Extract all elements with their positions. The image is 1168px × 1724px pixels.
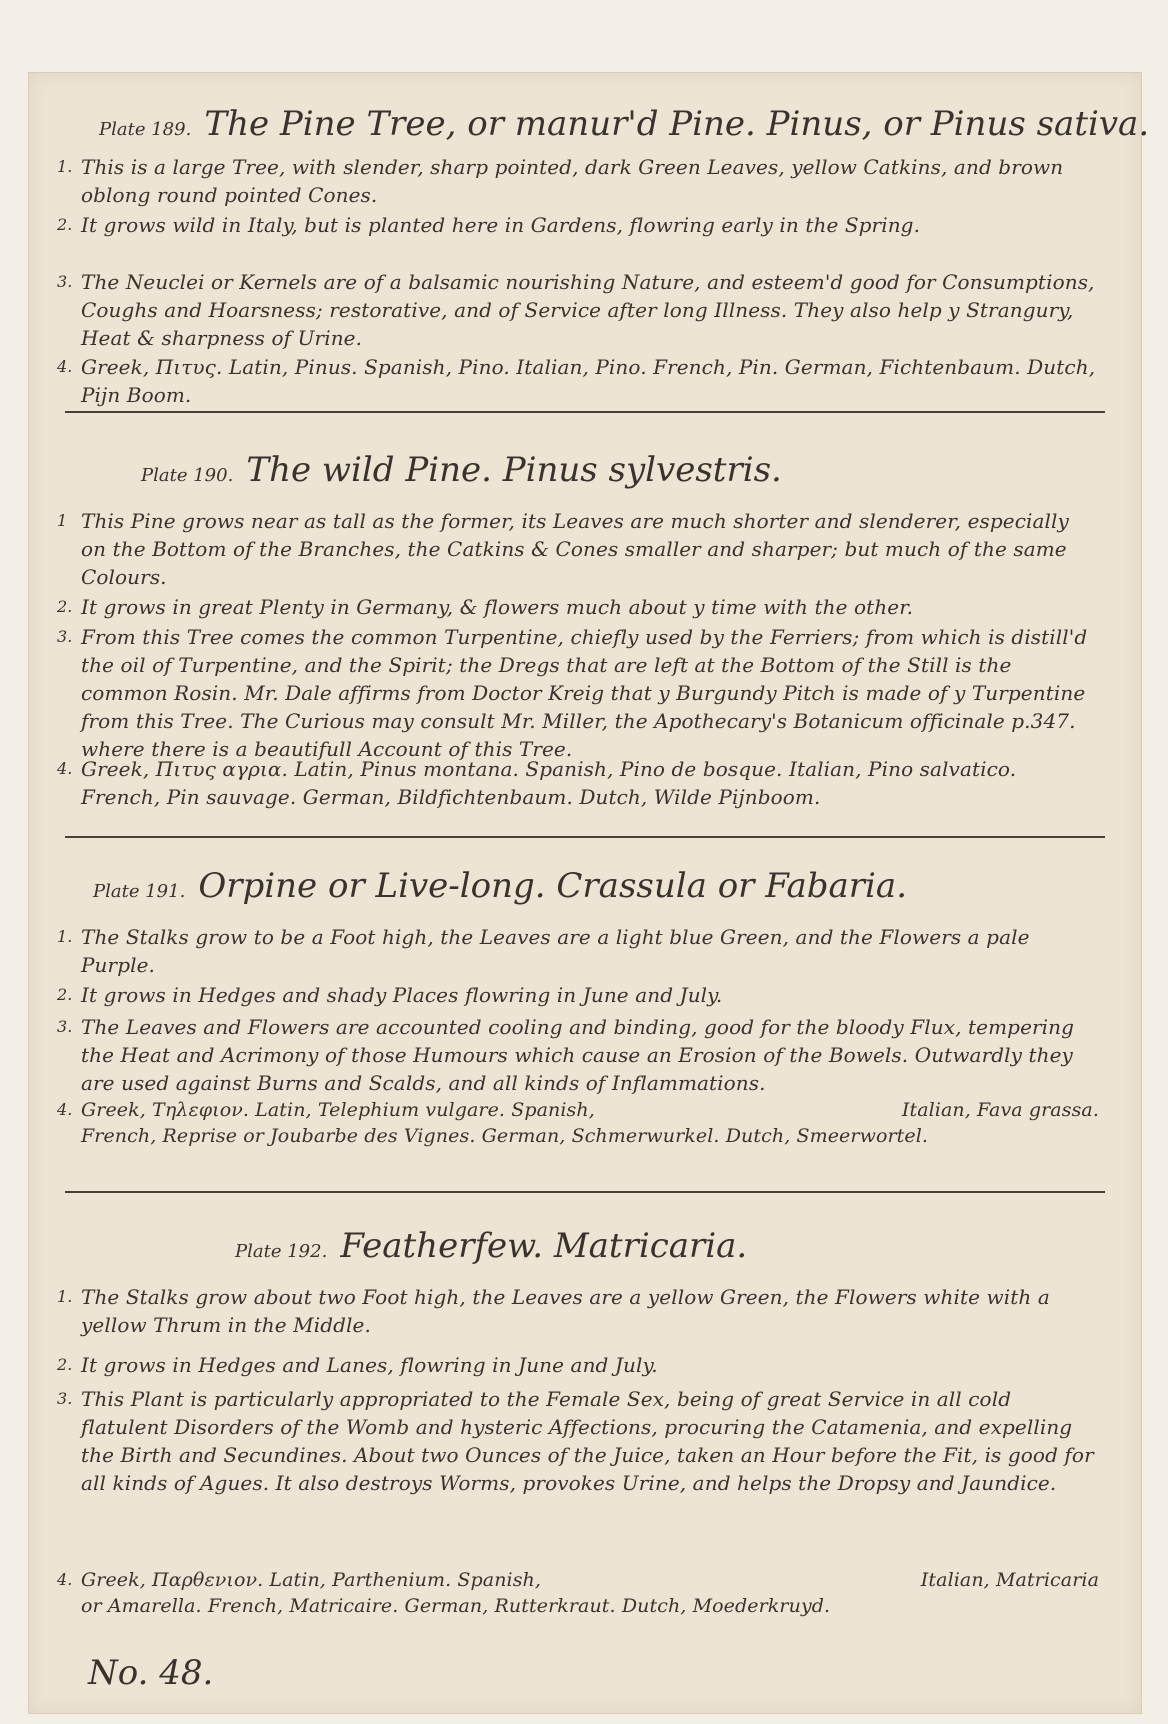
plate-191-item-3 — [57, 1013, 1099, 1097]
page-number: No. 48. — [88, 1653, 214, 1693]
item-number: 1. — [57, 1287, 73, 1306]
item-number: 4. — [57, 357, 73, 376]
item-number: 1 — [57, 511, 68, 530]
plate-192-item-3 — [57, 1385, 1099, 1497]
plate-192-heading — [235, 1226, 748, 1266]
plate-title: Orpine or Live-long. Crassula or Fabaria. — [198, 866, 908, 906]
item-number: 2. — [57, 597, 73, 616]
item-text: The Stalks grow to be a Foot high, the Leaves are a light blue Green, and the Flowers a pale Purple. — [81, 925, 1030, 977]
item-text: This Plant is particularly appropriated to the Female Sex, being of great Service in all cold flatulent Disorders of the Womb and hysteric Affections, procuring the Catamenia, and expelling the Birth and Secundines. About two Ounces of the Juice, taken an Hour before the Fit, is good for all kinds of Agues. It also destroys Worms, provokes Urine, and helps the Dropsy and Jaundice. — [81, 1387, 1094, 1495]
item-text: The Leaves and Flowers are accounted cooling and binding, good for the bloody Flux, tempering the Heat and Acrimony of those Humours which cause an Erosion of the Bowels. Outwardly they are used against Burns and Scalds, and all kinds of Inflammations. — [81, 1015, 1075, 1095]
plate-189-item-4 — [57, 353, 1099, 409]
plate-label: Plate 190. — [141, 465, 234, 486]
plate-title: The Pine Tree, or manur'd Pine. Pinus, or Pinus sativa. — [204, 104, 1150, 144]
item-number: 3. — [57, 272, 73, 291]
plate-191-item-1 — [57, 923, 1099, 979]
item-text: The Neuclei or Kernels are of a balsamic nourishing Nature, and esteem'd good for Consumptions, Coughs and Hoarsness; restorative, and of Service after long Illness. They also help y Strangury, Heat & sharpness of Urine. — [81, 270, 1095, 350]
item-number: 3. — [57, 1017, 73, 1036]
plate-label: Plate 192. — [235, 1241, 328, 1262]
plate-190-item-2 — [57, 593, 1099, 621]
engraved-page — [28, 72, 1150, 1714]
plate-192-item-1 — [57, 1283, 1099, 1339]
item-number: 2. — [57, 1355, 73, 1374]
plate-label: Plate 191. — [93, 881, 186, 902]
item-number: 4. — [57, 759, 73, 778]
item-text: This is a large Tree, with slender, sharp pointed, dark Green Leaves, yellow Catkins, and brown oblong round pointed Cones. — [81, 155, 1064, 207]
plate-192-item-4 — [57, 1567, 1099, 1619]
language-left: Greek, Παρθενιον. Latin, Parthenium. Spanish, — [81, 1569, 542, 1591]
language-row — [81, 1567, 1099, 1593]
plate-label: Plate 189. — [99, 119, 192, 140]
item-number: 3. — [57, 627, 73, 646]
item-number: 2. — [57, 215, 73, 234]
plate-192-item-2 — [57, 1351, 1099, 1379]
item-text: It grows in great Plenty in Germany, & flowers much about y time with the other. — [81, 595, 914, 619]
language-line-2: French, Reprise or Joubarbe des Vignes. German, Schmerwurkel. Dutch, Smeerwortel. — [81, 1125, 929, 1147]
plate-190-item-1 — [57, 507, 1099, 591]
section-divider — [65, 1191, 1105, 1193]
plate-191-item-4 — [57, 1097, 1099, 1149]
section-divider — [65, 411, 1105, 413]
language-left: Greek, Τηλεφιον. Latin, Telephium vulgare. Spanish, — [81, 1099, 595, 1121]
plate-191-item-2 — [57, 981, 1099, 1009]
item-text: It grows wild in Italy, but is planted here in Gardens, flowring early in the Spring. — [81, 213, 921, 237]
section-divider — [65, 836, 1105, 838]
plate-189-item-3 — [57, 268, 1099, 352]
item-text: It grows in Hedges and Lanes, flowring in June and July. — [81, 1353, 658, 1377]
plate-189-item-1 — [57, 153, 1099, 209]
item-number: 1. — [57, 157, 73, 176]
language-line-2: or Amarella. French, Matricaire. German, Rutterkraut. Dutch, Moederkruyd. — [81, 1595, 831, 1617]
item-number: 1. — [57, 927, 73, 946]
language-right: Italian, Fava grassa. — [901, 1099, 1099, 1121]
item-text: The Stalks grow about two Foot high, the Leaves are a yellow Green, the Flowers white with a yellow Thrum in the Middle. — [81, 1285, 1050, 1337]
item-number: 2. — [57, 985, 73, 1004]
plate-190-heading — [141, 450, 782, 490]
item-text: From this Tree comes the common Turpentine, chiefly used by the Ferriers; from which is distill'd the oil of Turpentine, and the Spirit; the Dregs that are left at the Bottom of the Still is the common Rosin. Mr. Dale affirms from Doctor Kreig that y Burgundy Pitch is made of y Turpentine from this Tree. The Curious may consult Mr. Miller, the Apothecary's Botanicum officinale p.347. where there is a beautifull Account of this Tree. — [81, 625, 1088, 761]
language-right: Italian, Matricaria — [920, 1569, 1099, 1591]
item-text: It grows in Hedges and shady Places flowring in June and July. — [81, 983, 723, 1007]
item-number: 3. — [57, 1389, 73, 1408]
plate-190-item-3 — [57, 623, 1099, 763]
plate-189-item-2 — [57, 211, 1099, 239]
plate-191-heading — [93, 866, 908, 906]
plate-title: The wild Pine. Pinus sylvestris. — [246, 450, 782, 490]
plate-title: Featherfew. Matricaria. — [340, 1226, 748, 1266]
plate-189-heading — [99, 104, 1150, 144]
item-text: This Pine grows near as tall as the former, its Leaves are much shorter and slenderer, especially on the Bottom of the Branches, the Catkins & Cones smaller and sharper; but much of the same Colours. — [81, 509, 1069, 589]
item-text: Greek, Πιτυς αγρια. Latin, Pinus montana. Spanish, Pino de bosque. Italian, Pino salvatico. French, Pin sauvage. German, Bildfichtenbaum. Dutch, Wilde Pijnboom. — [81, 757, 1017, 809]
item-number: 4. — [57, 1100, 73, 1119]
item-text: Greek, Πιτυς. Latin, Pinus. Spanish, Pino. Italian, Pino. French, Pin. German, Fichtenbaum. Dutch, Pijn Boom. — [81, 355, 1096, 407]
language-row — [81, 1097, 1099, 1123]
item-number: 4. — [57, 1570, 73, 1589]
plate-190-item-4 — [57, 755, 1099, 811]
